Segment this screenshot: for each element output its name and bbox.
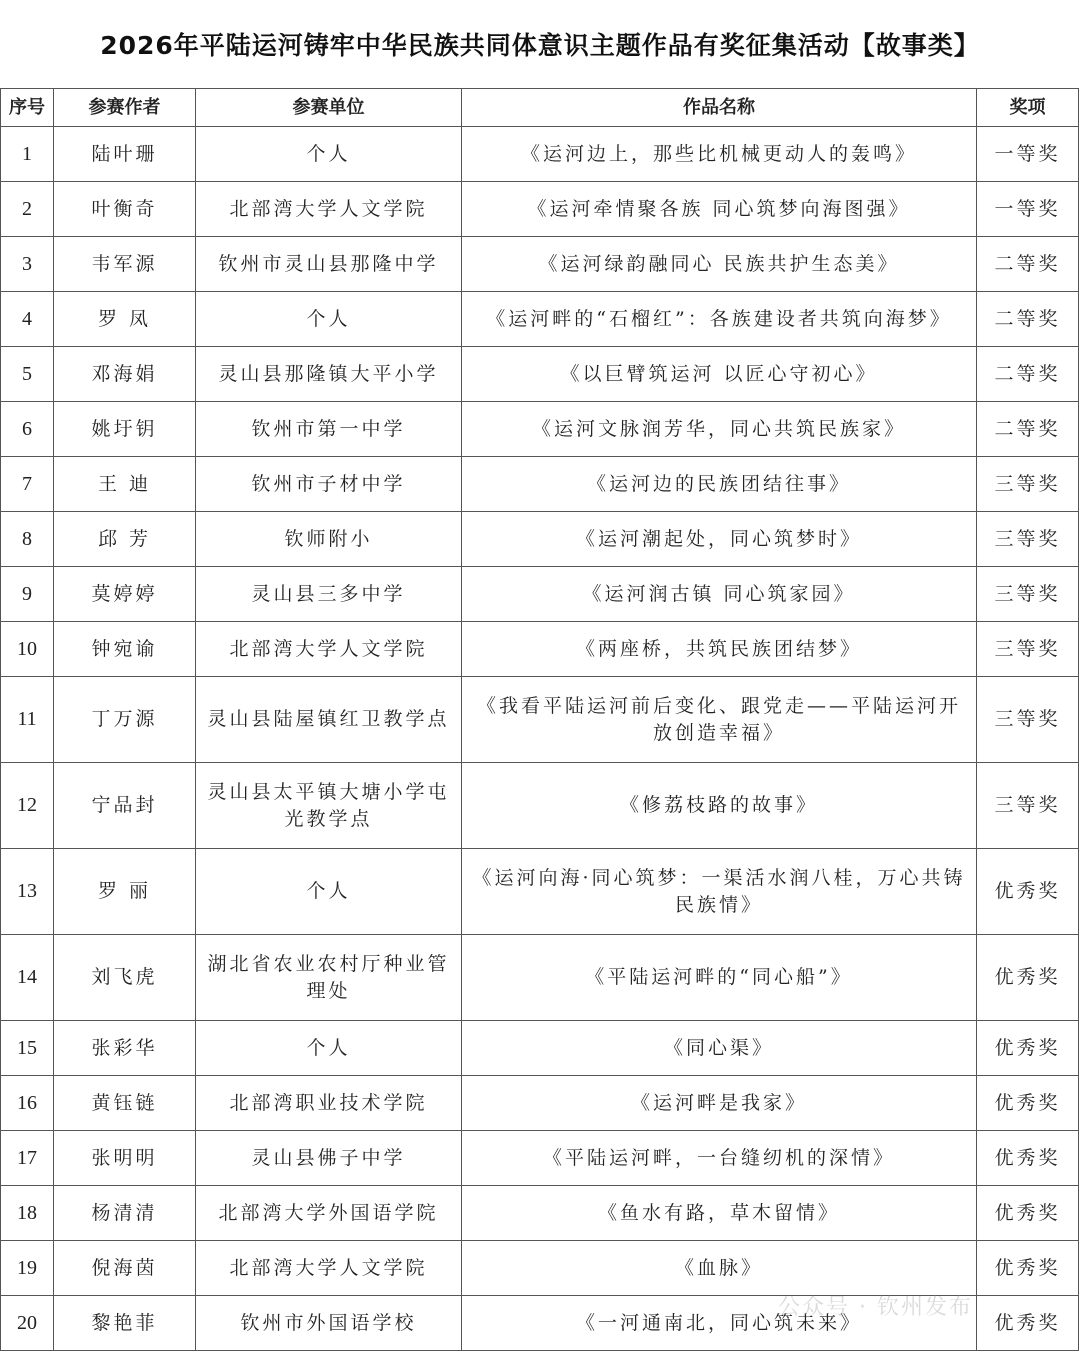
cell-number: 11 — [1, 677, 54, 763]
cell-work: 《一河通南北，同心筑未来》 — [462, 1296, 977, 1351]
cell-number: 6 — [1, 402, 54, 457]
cell-award: 三等奖 — [977, 763, 1079, 849]
cell-number: 1 — [1, 127, 54, 182]
cell-author: 韦军源 — [54, 237, 196, 292]
cell-unit: 钦师附小 — [196, 512, 462, 567]
cell-unit: 北部湾大学人文学院 — [196, 622, 462, 677]
cell-author: 杨清清 — [54, 1186, 196, 1241]
table-row — [1, 457, 1079, 512]
cell-number: 8 — [1, 512, 54, 567]
page-title: 2026年平陆运河铸牢中华民族共同体意识主题作品有奖征集活动【故事类】 — [100, 31, 980, 60]
cell-work: 《血脉》 — [462, 1241, 977, 1296]
table-row — [1, 849, 1079, 935]
cell-number: 20 — [1, 1296, 54, 1351]
awards-table — [0, 88, 1079, 1351]
cell-award: 优秀奖 — [977, 935, 1079, 1021]
cell-number: 18 — [1, 1186, 54, 1241]
table-row — [1, 622, 1079, 677]
table-row — [1, 127, 1079, 182]
cell-unit: 钦州市灵山县那隆中学 — [196, 237, 462, 292]
column-header-number: 序号 — [1, 89, 54, 127]
cell-number: 4 — [1, 292, 54, 347]
cell-work: 《运河向海·同心筑梦：一渠活水润八桂，万心共铸民族情》 — [462, 849, 977, 935]
cell-award: 优秀奖 — [977, 1186, 1079, 1241]
cell-award: 一等奖 — [977, 127, 1079, 182]
cell-unit: 个人 — [196, 1021, 462, 1076]
cell-unit: 北部湾大学人文学院 — [196, 1241, 462, 1296]
cell-unit: 个人 — [196, 849, 462, 935]
table-row — [1, 182, 1079, 237]
cell-work: 《运河牵情聚各族 同心筑梦向海图强》 — [462, 182, 977, 237]
cell-award: 优秀奖 — [977, 1296, 1079, 1351]
cell-number: 10 — [1, 622, 54, 677]
cell-work: 《平陆运河畔，一台缝纫机的深情》 — [462, 1131, 977, 1186]
cell-work: 《运河畔的“石榴红”：各族建设者共筑向海梦》 — [462, 292, 977, 347]
cell-work: 《运河潮起处，同心筑梦时》 — [462, 512, 977, 567]
cell-unit: 灵山县佛子中学 — [196, 1131, 462, 1186]
cell-author: 宁品封 — [54, 763, 196, 849]
table-row — [1, 1076, 1079, 1131]
cell-unit: 钦州市第一中学 — [196, 402, 462, 457]
cell-unit: 个人 — [196, 127, 462, 182]
cell-work: 《运河润古镇 同心筑家园》 — [462, 567, 977, 622]
column-header-award: 奖项 — [977, 89, 1079, 127]
cell-award: 二等奖 — [977, 402, 1079, 457]
column-header-unit: 参赛单位 — [196, 89, 462, 127]
cell-award: 一等奖 — [977, 182, 1079, 237]
cell-award: 三等奖 — [977, 567, 1079, 622]
cell-author: 叶衡奇 — [54, 182, 196, 237]
cell-author: 倪海茵 — [54, 1241, 196, 1296]
cell-number: 16 — [1, 1076, 54, 1131]
cell-number: 15 — [1, 1021, 54, 1076]
watermark: 公众号 · 钦州发布 — [778, 1295, 973, 1320]
table-row — [1, 402, 1079, 457]
cell-unit: 湖北省农业农村厅种业管理处 — [196, 935, 462, 1021]
cell-author: 张彩华 — [54, 1021, 196, 1076]
cell-work: 《我看平陆运河前后变化、跟党走——平陆运河开放创造幸福》 — [462, 677, 977, 763]
cell-work: 《运河文脉润芳华，同心共筑民族家》 — [462, 402, 977, 457]
cell-award: 二等奖 — [977, 292, 1079, 347]
cell-author: 钟宛谕 — [54, 622, 196, 677]
cell-number: 2 — [1, 182, 54, 237]
cell-author: 陆叶珊 — [54, 127, 196, 182]
cell-unit: 灵山县三多中学 — [196, 567, 462, 622]
table-row — [1, 567, 1079, 622]
cell-author: 黄钰链 — [54, 1076, 196, 1131]
cell-author: 张明明 — [54, 1131, 196, 1186]
cell-unit: 灵山县陆屋镇红卫教学点 — [196, 677, 462, 763]
table-row — [1, 292, 1079, 347]
cell-author: 王 迪 — [54, 457, 196, 512]
cell-work: 《运河畔是我家》 — [462, 1076, 977, 1131]
cell-number: 7 — [1, 457, 54, 512]
table-row — [1, 1296, 1079, 1351]
cell-work: 《运河边的民族团结往事》 — [462, 457, 977, 512]
cell-number: 14 — [1, 935, 54, 1021]
cell-work: 《两座桥，共筑民族团结梦》 — [462, 622, 977, 677]
cell-award: 优秀奖 — [977, 1021, 1079, 1076]
table-row — [1, 1241, 1079, 1296]
cell-unit: 北部湾大学外国语学院 — [196, 1186, 462, 1241]
column-header-author: 参赛作者 — [54, 89, 196, 127]
table-row — [1, 935, 1079, 1021]
cell-unit: 灵山县太平镇大塘小学屯光教学点 — [196, 763, 462, 849]
cell-author: 罗 凤 — [54, 292, 196, 347]
cell-author: 刘飞虎 — [54, 935, 196, 1021]
cell-number: 9 — [1, 567, 54, 622]
cell-award: 三等奖 — [977, 677, 1079, 763]
cell-number: 12 — [1, 763, 54, 849]
cell-work: 《同心渠》 — [462, 1021, 977, 1076]
cell-number: 3 — [1, 237, 54, 292]
cell-unit: 北部湾职业技术学院 — [196, 1076, 462, 1131]
table-row — [1, 512, 1079, 567]
cell-number: 17 — [1, 1131, 54, 1186]
cell-work: 《以巨臂筑运河 以匠心守初心》 — [462, 347, 977, 402]
cell-author: 黎艳菲 — [54, 1296, 196, 1351]
cell-award: 三等奖 — [977, 512, 1079, 567]
table-row — [1, 677, 1079, 763]
cell-number: 19 — [1, 1241, 54, 1296]
cell-unit: 北部湾大学人文学院 — [196, 182, 462, 237]
cell-unit: 灵山县那隆镇大平小学 — [196, 347, 462, 402]
cell-unit: 钦州市外国语学校 — [196, 1296, 462, 1351]
cell-work: 《鱼水有路，草木留情》 — [462, 1186, 977, 1241]
cell-work: 《运河边上，那些比机械更动人的轰鸣》 — [462, 127, 977, 182]
cell-award: 三等奖 — [977, 622, 1079, 677]
cell-author: 罗 丽 — [54, 849, 196, 935]
cell-number: 5 — [1, 347, 54, 402]
cell-unit: 钦州市子材中学 — [196, 457, 462, 512]
table-row — [1, 1186, 1079, 1241]
cell-author: 邓海娟 — [54, 347, 196, 402]
table-row — [1, 237, 1079, 292]
cell-author: 姚圩钥 — [54, 402, 196, 457]
table-header-row — [1, 89, 1079, 127]
column-header-work: 作品名称 — [462, 89, 977, 127]
table-row — [1, 763, 1079, 849]
cell-unit: 个人 — [196, 292, 462, 347]
cell-award: 三等奖 — [977, 457, 1079, 512]
cell-award: 优秀奖 — [977, 1131, 1079, 1186]
cell-number: 13 — [1, 849, 54, 935]
table-row — [1, 1131, 1079, 1186]
cell-author: 丁万源 — [54, 677, 196, 763]
cell-award: 优秀奖 — [977, 1076, 1079, 1131]
cell-author: 莫婷婷 — [54, 567, 196, 622]
cell-work: 《平陆运河畔的“同心船”》 — [462, 935, 977, 1021]
table-row — [1, 1021, 1079, 1076]
cell-award: 优秀奖 — [977, 1241, 1079, 1296]
cell-award: 二等奖 — [977, 347, 1079, 402]
cell-award: 优秀奖 — [977, 849, 1079, 935]
cell-author: 邱 芳 — [54, 512, 196, 567]
table-row — [1, 347, 1079, 402]
cell-work: 《修荔枝路的故事》 — [462, 763, 977, 849]
cell-award: 二等奖 — [977, 237, 1079, 292]
cell-work: 《运河绿韵融同心 民族共护生态美》 — [462, 237, 977, 292]
